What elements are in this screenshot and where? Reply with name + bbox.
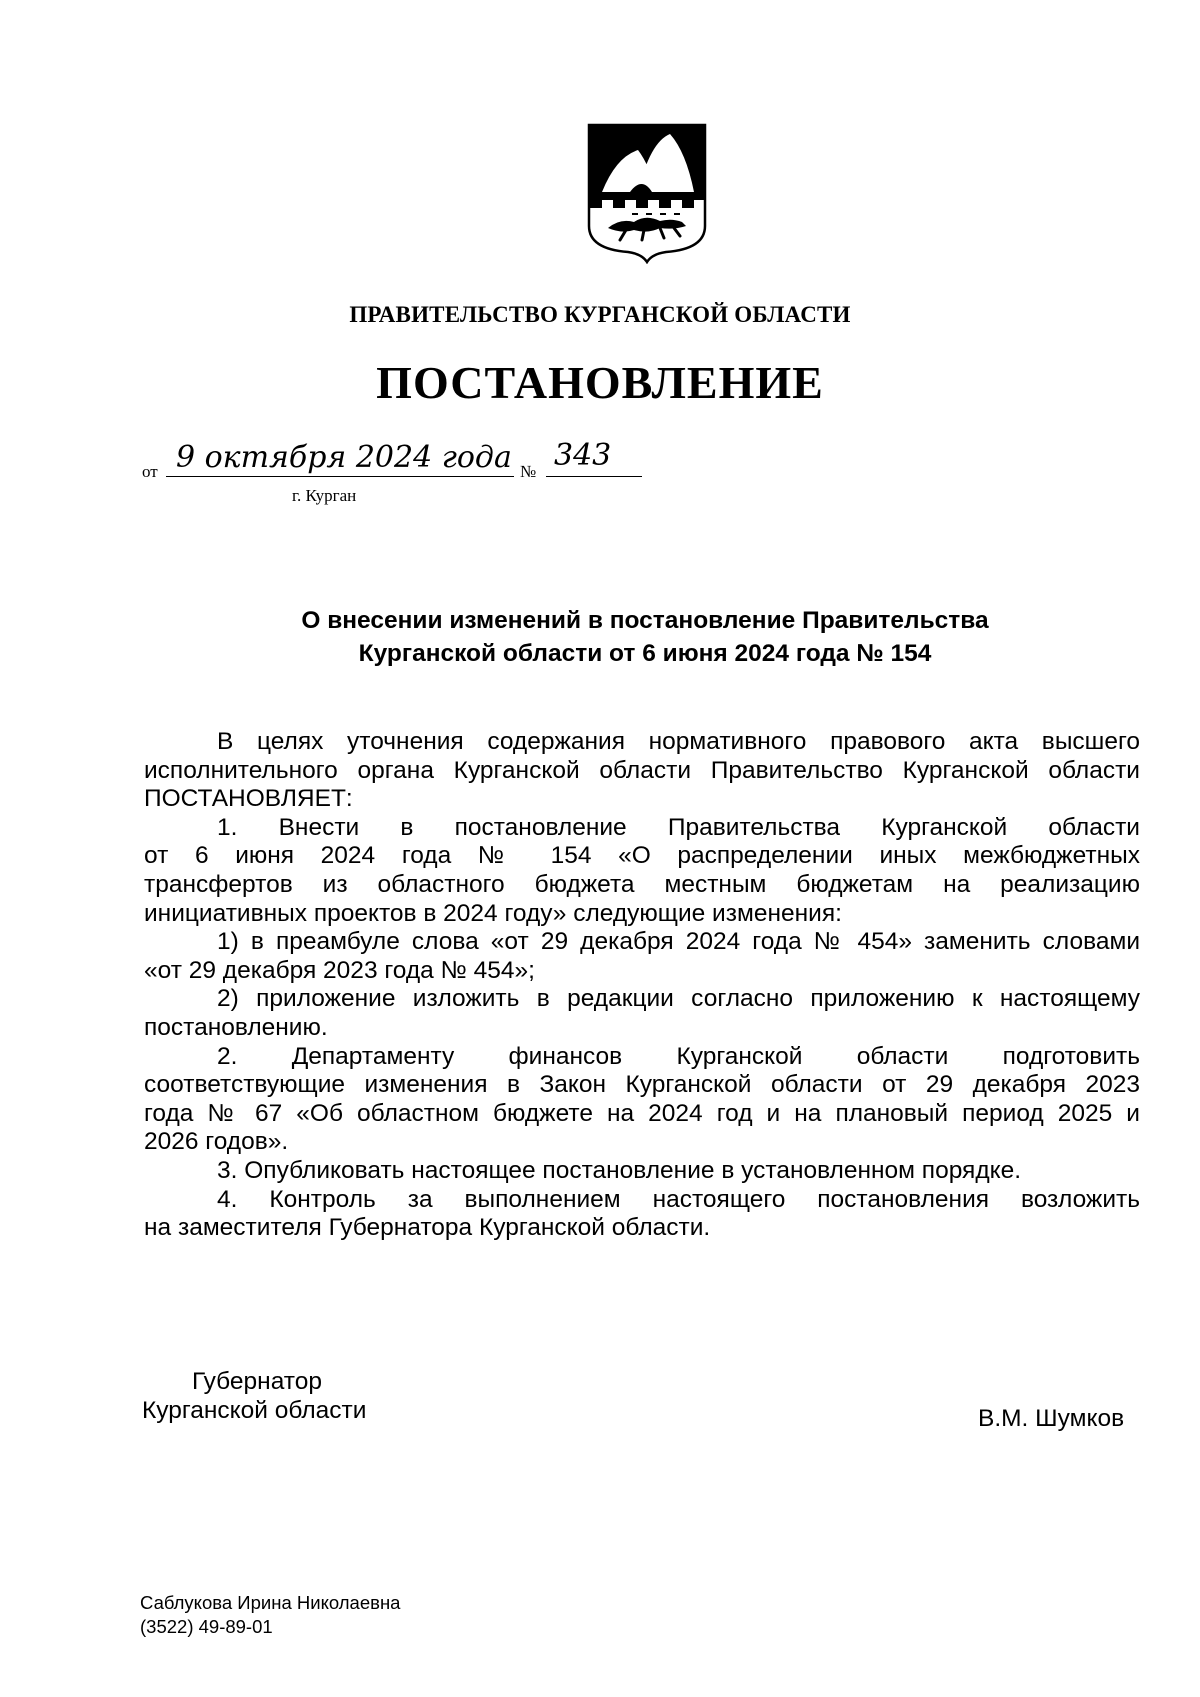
document-type-title: ПОСТАНОВЛЕНИЕ [376, 357, 824, 408]
body-line: ПОСТАНОВЛЯЕТ: [144, 785, 353, 813]
signer-name: В.М. Шумков [978, 1405, 1125, 1432]
document-subject [140, 604, 1150, 670]
date-from-label: от [142, 462, 158, 481]
body-line: соответствующие изменения в Закон Курганской области от 29 декабря 2023 [144, 1071, 1140, 1099]
body-line: трансфертов из областного бюджета местным бюджетам на реализацию [144, 870, 1140, 898]
subject-line: О внесении изменений в постановление Правительства [301, 607, 989, 634]
body-line: 4. Контроль за выполнением настоящего постановления возложить [217, 1185, 1140, 1213]
coat-of-arms-icon [586, 122, 708, 264]
date-underline [166, 476, 514, 477]
number-label: № [520, 462, 537, 481]
body-line: «от 29 декабря 2023 года № 454»; [144, 956, 535, 984]
body-line: на заместителя Губернатора Курганской области. [144, 1214, 711, 1242]
body-line: инициативных проектов в 2024 году» следующие изменения: [144, 899, 842, 927]
city-label: г. Курган [292, 486, 357, 505]
body-line: года № 67 «Об областном бюджете на 2024 год и на плановый период 2025 и [144, 1099, 1140, 1127]
document-body [144, 728, 1140, 1243]
number-underline [546, 476, 642, 477]
body-line: 2) приложение изложить в редакции согласно приложению к настоящему [217, 985, 1140, 1013]
executor-name: Саблукова Ирина Николаевна [140, 1592, 401, 1613]
body-line: постановлению. [144, 1013, 328, 1041]
body-line: от 6 июня 2024 года № 154 «О распределении иных межбюджетных [144, 842, 1140, 870]
body-line: 2. Департаменту финансов Курганской области подготовить [217, 1042, 1140, 1070]
government-name: ПРАВИТЕЛЬСТВО КУРГАНСКОЙ ОБЛАСТИ [349, 302, 851, 327]
signer-position-region: Курганской области [142, 1397, 367, 1424]
body-line: 1) в преамбуле слова «от 29 декабря 2024 года № 454» заменить словами [217, 928, 1140, 956]
body-line: 1. Внести в постановление Правительства Курганской области [217, 813, 1140, 841]
body-line: В целях уточнения содержания нормативного правового акта высшего [217, 728, 1140, 755]
signer-position: Губернатор [192, 1368, 322, 1395]
number-handwritten: 343 [554, 438, 612, 473]
date-handwritten: 9 октября 2024 года [176, 440, 512, 475]
body-line: 2026 годов». [144, 1128, 289, 1156]
body-line: 3. Опубликовать настоящее постановление в установленном порядке. [217, 1156, 1022, 1184]
subject-line: Курганской области от 6 июня 2024 года № 154 [358, 640, 932, 667]
body-line: исполнительного органа Курганской области Правительство Курганской области [144, 756, 1140, 784]
executor-phone: (3522) 49-89-01 [140, 1616, 273, 1637]
